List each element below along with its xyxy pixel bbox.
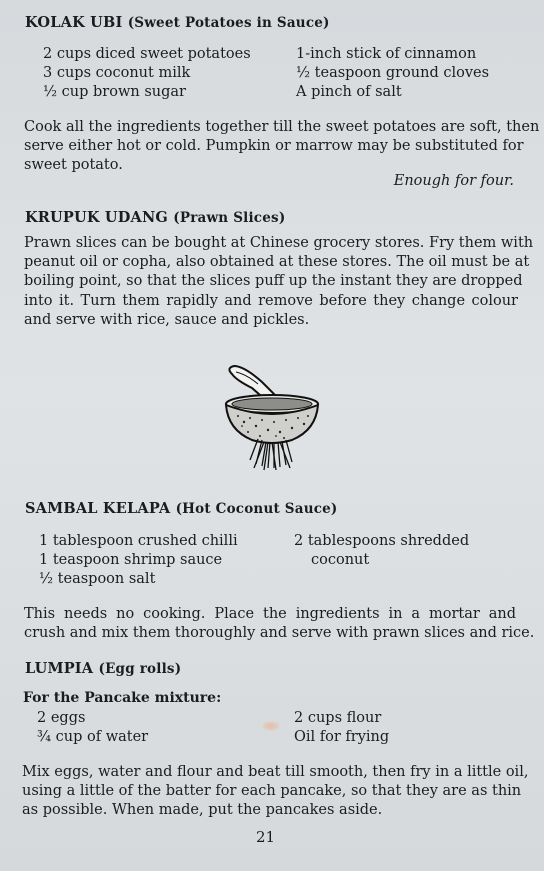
recipe-subtitle: (Sweet Potatoes in Sauce): [127, 15, 330, 31]
ingredient-item: A pinch of salt: [296, 84, 402, 100]
ingredient-item: ¾ cup of water: [37, 729, 149, 745]
ingredient-item: 2 eggs: [37, 710, 86, 726]
recipe-name: KOLAK UBI: [25, 14, 123, 31]
ingredients-right-kolak: [296, 45, 489, 102]
ingredient-item: ½ teaspoon salt: [39, 571, 156, 587]
ingredients-right-lumpia: [294, 709, 389, 747]
recipe-title-krupuk-udang: [25, 209, 285, 226]
food-stain: [262, 721, 280, 731]
recipe-name: SAMBAL KELAPA: [25, 500, 171, 517]
method-line: using a little of the batter for each pancake, so that they are as thin: [22, 783, 522, 800]
yield-kolak: Enough for four.: [393, 173, 514, 189]
ingredient-item: 1 tablespoon crushed chilli: [39, 533, 238, 549]
page-number: 21: [256, 828, 276, 846]
method-kolak: [24, 118, 540, 176]
recipe-name: LUMPIA: [25, 660, 94, 677]
ingredient-item: 2 cups diced sweet potatoes: [43, 46, 251, 62]
ingredient-item: Oil for frying: [294, 729, 390, 745]
pancake-mixture-heading: For the Pancake mixture:: [23, 690, 222, 706]
ingredient-item: ½ cup brown sugar: [43, 84, 186, 100]
method-line: boiling point, so that the slices puff up the instant they are dropped: [24, 273, 523, 290]
ingredient-item: 1-inch stick of cinnamon: [296, 46, 477, 62]
ingredient-item: 1 teaspoon shrimp sauce: [39, 552, 223, 568]
method-line: This needs no cooking. Place the ingredients in a mortar and: [24, 606, 516, 622]
ingredient-item: coconut: [311, 552, 370, 568]
recipe-name: KRUPUK UDANG: [25, 209, 169, 226]
ingredient-item: 3 cups coconut milk: [43, 65, 191, 81]
method-line: as possible. When made, put the pancakes aside.: [22, 802, 383, 819]
method-line: peanut oil or copha, also obtained at these stores. The oil must be at: [24, 254, 530, 271]
method-krupuk: [24, 234, 534, 330]
recipe-subtitle: (Egg rolls): [98, 661, 182, 677]
method-line: Prawn slices can be bought at Chinese grocery stores. Fry them with: [24, 235, 534, 251]
method-line: Mix eggs, water and flour and beat till smooth, then fry in a little oil,: [22, 764, 529, 780]
ingredients-left-sambal: [39, 532, 238, 589]
recipe-title-lumpia: [25, 660, 181, 677]
method-line: crush and mix them thoroughly and serve with prawn slices and rice.: [24, 625, 535, 642]
recipe-title-sambal-kelapa: [25, 500, 338, 517]
ingredient-item: ½ teaspoon ground cloves: [296, 65, 490, 81]
method-line: serve either hot or cold. Pumpkin or marrow may be substituted for: [24, 138, 524, 155]
recipe-title-kolak-ubi: [25, 14, 330, 31]
method-line: into it. Turn them rapidly and remove before they change colour: [24, 292, 518, 309]
method-sambal: [24, 605, 535, 643]
ingredient-item: 2 cups flour: [294, 710, 382, 726]
recipe-subtitle: (Hot Coconut Sauce): [175, 501, 338, 517]
ingredients-left-lumpia: [37, 709, 148, 747]
method-line: and serve with rice, sauce and pickles.: [24, 311, 310, 328]
mortar-and-pestle-icon: [218, 360, 330, 472]
recipe-subtitle: (Prawn Slices): [173, 210, 286, 226]
ingredients-right-sambal: [294, 532, 469, 570]
method-line: sweet potato.: [24, 157, 123, 174]
method-line: Cook all the ingredients together till the sweet potatoes are soft, then: [24, 119, 540, 135]
method-lumpia: [22, 763, 529, 821]
ingredients-left-kolak: [43, 45, 251, 102]
ingredient-item: 2 tablespoons shredded: [294, 533, 470, 549]
